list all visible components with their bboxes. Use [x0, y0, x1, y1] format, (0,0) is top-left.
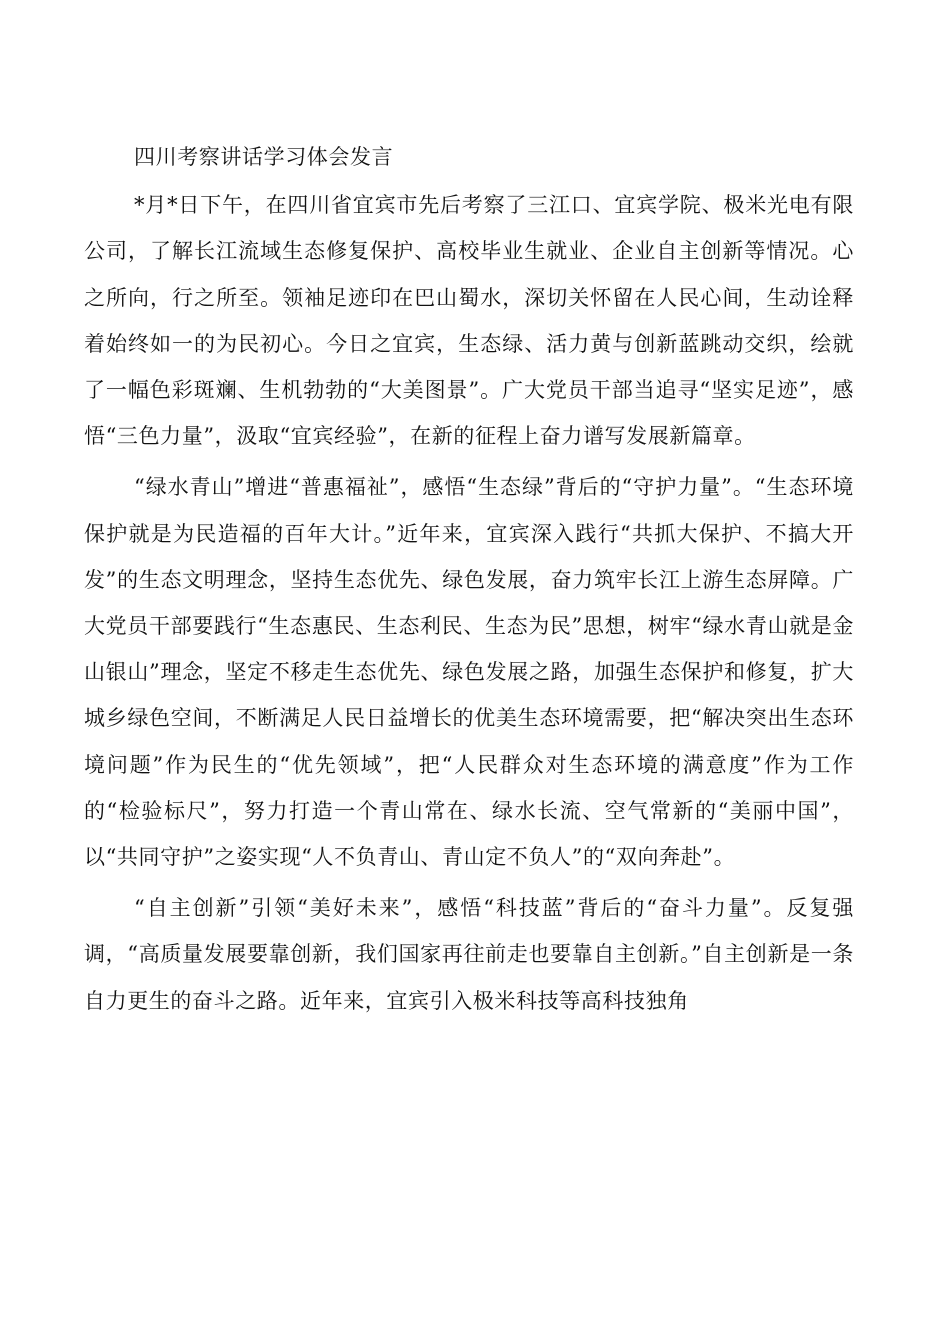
document-body: [84, 134, 854, 1029]
paragraph-innovation-blue: “自主创新”引领“美好未来”，感悟“科技蓝”背后的“奋斗力量”。反复强调，“高质量发展要靠创新，我们国家再往前走也要靠自主创新。”自主创新是一条自力更生的奋斗之路。近年来，宜宾引入极米科技等高科技独角: [84, 896, 854, 1013]
document-title: 四川考察讲话学习体会发言: [134, 145, 394, 169]
paragraph-intro: *月*日下午，在四川省宜宾市先后考察了三江口、宜宾学院、极米光电有限公司，了解长江流域生态修复保护、高校毕业生就业、企业自主创新等情况。心之所向，行之所至。领袖足迹印在巴山蜀水，深切关怀留在人民心间，生动诠释着始终如一的为民初心。今日之宜宾，生态绿、活力黄与创新蓝跳动交织，绘就了一幅色彩斑斓、生机勃勃的“大美图景”。广大党员干部当追寻“坚实足迹”，感悟“三色力量”，汲取“宜宾经验”，在新的征程上奋力谱写发展新篇章。: [84, 193, 854, 449]
paragraph-ecology-green: “绿水青山”增进“普惠福祉”，感悟“生态绿”背后的“守护力量”。“生态环境保护就是为民造福的百年大计。”近年来，宜宾深入践行“共抓大保护、不搞大开发”的生态文明理念，坚持生态优先、绿色发展，奋力筑牢长江上游生态屏障。广大党员干部要践行“生态惠民、生态利民、生态为民”思想，树牢“绿水青山就是金山银山”理念，坚定不移走生态优先、绿色发展之路，加强生态保护和修复，扩大城乡绿色空间，不断满足人民日益增长的优美生态环境需要，把“解决突出生态环境问题”作为民生的“优先领域”，把“人民群众对生态环境的满意度”作为工作的“检验标尺”，努力打造一个青山常在、绿水长流、空气常新的“美丽中国”，以“共同守护”之姿实现“人不负青山、青山定不负人”的“双向奔赴”。: [84, 475, 854, 870]
